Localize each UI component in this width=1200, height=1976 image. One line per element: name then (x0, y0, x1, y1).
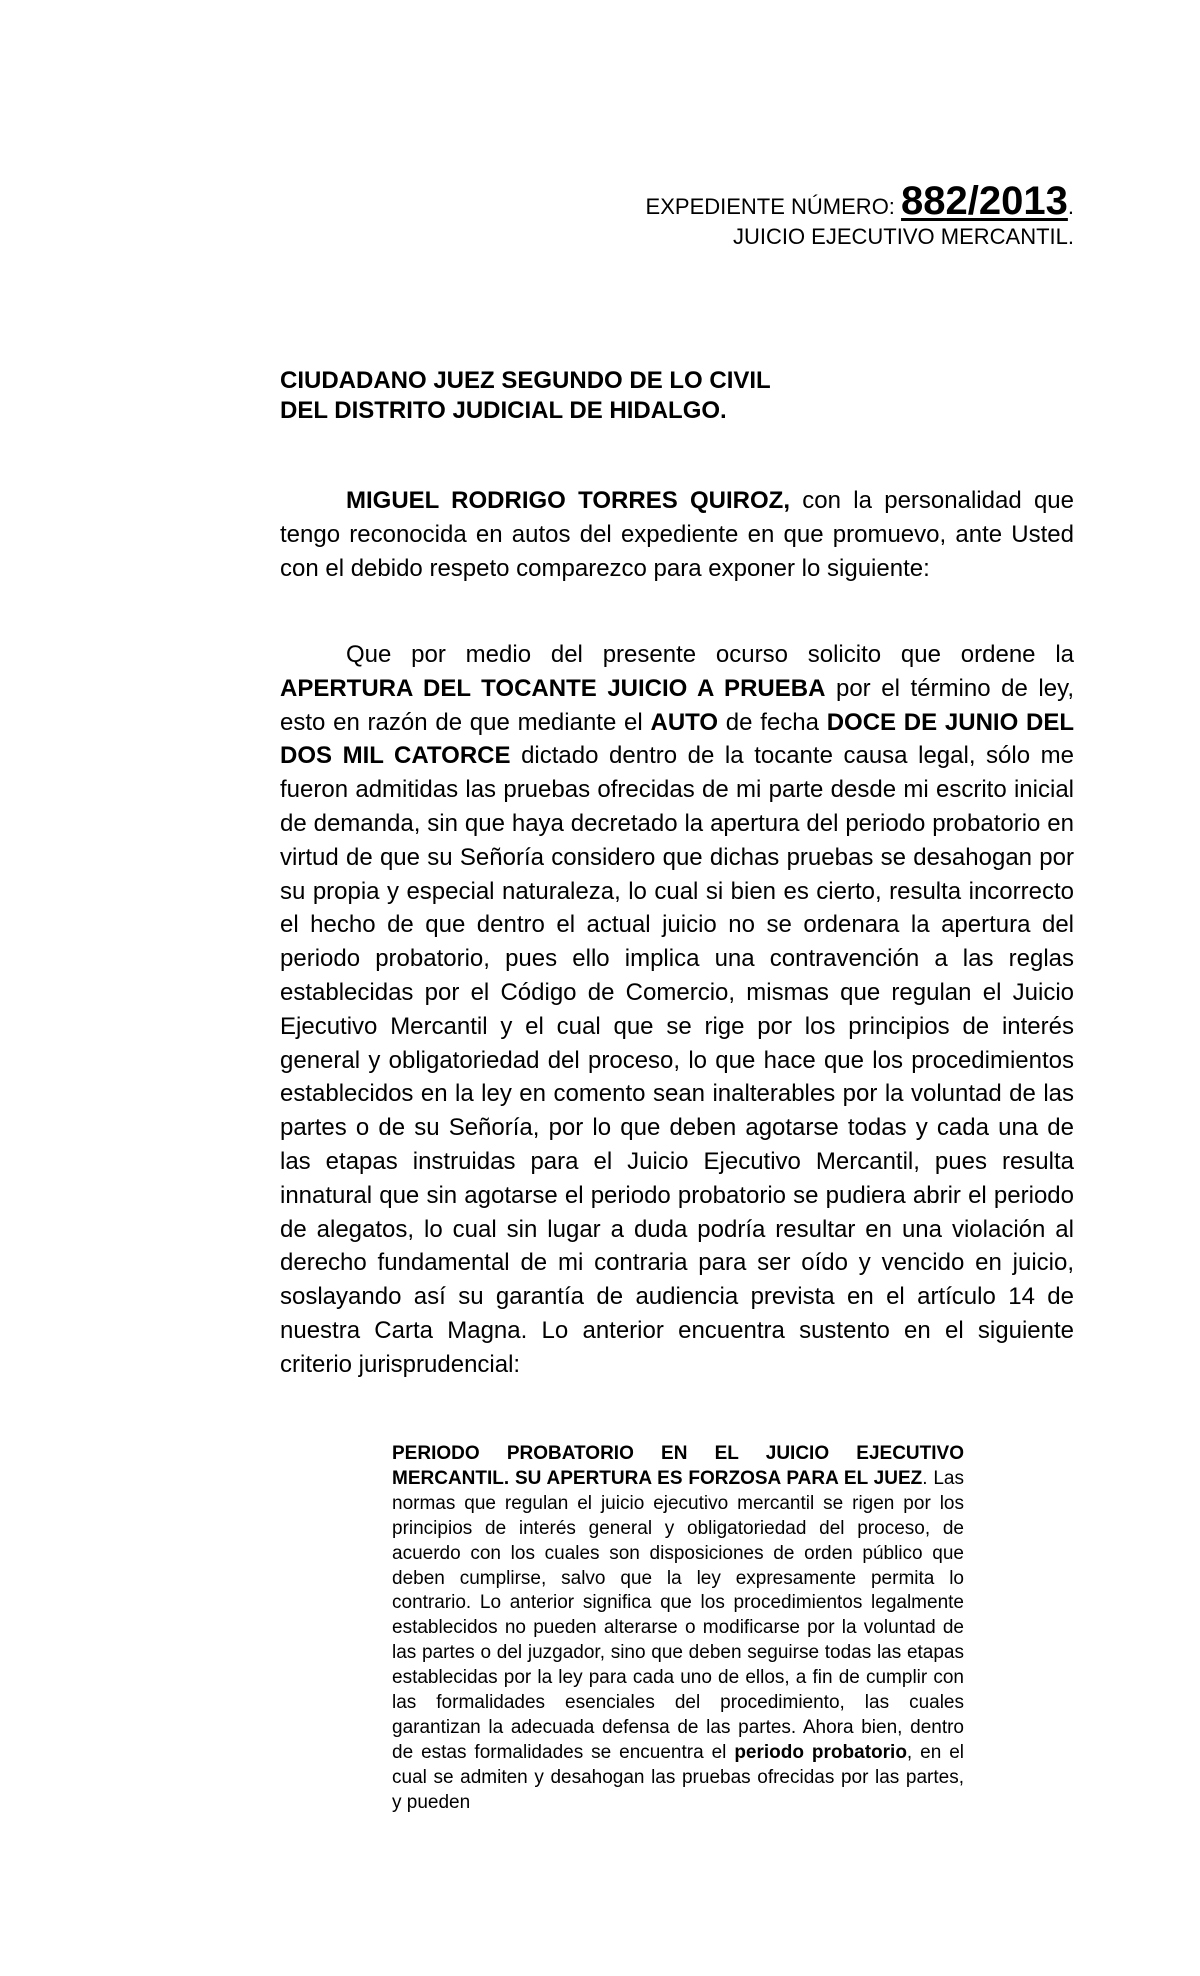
intro-paragraph (280, 484, 1074, 585)
quote-title: PERIODO PROBATORIO EN EL JUICIO EJECUTIVO MERCANTIL. SU APERTURA ES FORZOSA PARA EL JUEZ (392, 1443, 964, 1489)
addressee-line-2: DEL DISTRITO JUDICIAL DE HIDALGO. (280, 397, 727, 424)
intro-text: con la personalidad que tengo reconocida en autos del expediente en que promuevo, ante Usted con el debido respeto comparezco para exponer lo siguiente: (280, 487, 1075, 582)
expediente-number: 882/2013 (901, 179, 1068, 223)
promovente-name: MIGUEL RODRIGO TORRES QUIROZ, (346, 487, 790, 514)
expediente-label: EXPEDIENTE NÚMERO: (645, 194, 902, 219)
main-bold-1: APERTURA DEL TOCANTE JUICIO A PRUEBA (280, 674, 826, 702)
addressee-line-1: CIUDADANO JUEZ SEGUNDO DE LO CIVIL (280, 367, 771, 394)
main-paragraph (280, 638, 1074, 1382)
main-bold-3: DOCE DE JUNIO DEL DOS MIL CATORCE (280, 708, 1074, 770)
addressee (280, 366, 771, 426)
quote-text-2: , en el cual se admiten y desahogan las pruebas ofrecidas por las partes, y pueden (392, 1741, 964, 1813)
main-part-2: por el término de ley, esto en razón de que mediante el (280, 674, 1074, 736)
juicio-type: JUICIO EJECUTIVO MERCANTIL. (732, 224, 1074, 249)
main-part-4: dictado dentro de la tocante causa legal, sólo me fueron admitidas las pruebas ofrecidas de mi parte desde mi escrito inicial de demanda, sin que haya decretado la apertura del periodo probatorio en virtud de que su Señoría considero que dichas pruebas se desahogan por su propia y especial naturaleza, lo cual si bien es cierto, resulta incorrecto el hecho de que dentro el actual juicio no se ordenara la apertura del periodo probatorio, pues ello implica una contravención a las reglas establecidas por el Código de Comercio, mismas que regulan el Juicio Ejecutivo Mercantil y el cual que se rige por los principios de interés general y obligatoriedad del proceso, lo que hace que los procedimientos establecidos en la ley en comento sean inalterables por la voluntad de las partes o de su Señoría, por lo que deben agotarse todas y cada una de las etapas instruidas para el Juicio Ejecutivo Mercantil, pues resulta innatural que sin agotarse el periodo probatorio se pudiera abrir el periodo de alegatos, lo cual sin lugar a duda podría resultar en una violación al derecho fundamental de mi contraria para ser oído y vencido en juicio, soslayando así su garantía de audiencia prevista en el artículo 14 de nuestra Carta Magna. Lo anterior encuentra sustento en el siguiente criterio jurisprudencial: (280, 742, 1074, 1378)
expediente-suffix: . (1067, 194, 1074, 219)
case-header (645, 179, 1074, 250)
main-part-1: Que por medio del presente ocurso solicito que ordene la (346, 641, 1074, 668)
main-bold-2: AUTO (650, 708, 719, 736)
main-part-3: de fecha (718, 708, 827, 736)
jurisprudence-quote (392, 1442, 964, 1816)
expediente-line (645, 179, 1074, 224)
quote-strong: periodo probatorio (734, 1741, 907, 1763)
quote-text-1: . Las normas que regulan el juicio ejecutivo mercantil se rigen por los principios de interés general y obligatoriedad del proceso, de acuerdo con los cuales son disposiciones de orden público que deben cumplirse, salvo que la ley expresamente permita lo contrario. Lo anterior significa que los procedimientos legalmente establecidos no pueden alterarse o modificarse por la voluntad de las partes o del juzgador, sino que deben seguirse todas las etapas establecidas por la ley para cada uno de ellos, a fin de cumplir con las formalidades esenciales del procedimiento, las cuales garantizan la adecuada defensa de las partes. Ahora bien, dentro de estas formalidades se encuentra el (392, 1467, 964, 1763)
